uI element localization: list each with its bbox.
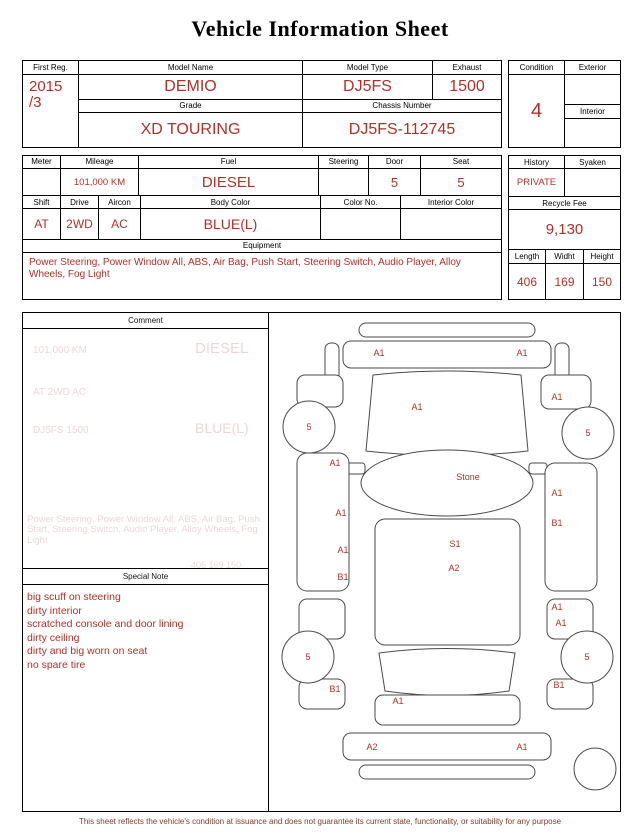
model-name-label: Model Name bbox=[79, 61, 303, 74]
interior-color-label: Interior Color bbox=[427, 197, 475, 207]
steering-label: Steering bbox=[319, 156, 369, 168]
special-note-line: big scuff on steering bbox=[27, 591, 121, 603]
grade-label: Grade bbox=[79, 100, 303, 112]
car-outline-drawing bbox=[269, 313, 622, 811]
right-front-fender bbox=[541, 375, 591, 409]
special-note-line: dirty and big worn on seat bbox=[27, 645, 148, 657]
seat-label: Seat bbox=[452, 157, 470, 167]
damage-marker: A1 bbox=[335, 508, 347, 518]
aircon-value: AC bbox=[99, 209, 141, 239]
history-label: History bbox=[509, 156, 565, 168]
special-note-label: Special Note bbox=[23, 569, 268, 585]
page-title: Vehicle Information Sheet bbox=[191, 16, 449, 41]
rear-window bbox=[379, 649, 515, 696]
condition-value: 4 bbox=[530, 99, 543, 122]
exterior-value bbox=[565, 75, 620, 105]
recycle-fee-value: 9,130 bbox=[545, 221, 584, 238]
steering-value bbox=[319, 169, 369, 196]
comment-pane bbox=[23, 313, 269, 811]
aircon-label: Aircon bbox=[99, 196, 141, 208]
shift-value: AT bbox=[23, 209, 61, 239]
special-note-body bbox=[23, 585, 268, 811]
windshield bbox=[361, 450, 533, 516]
damage-marker: A1 bbox=[337, 545, 349, 555]
damage-marker: A2 bbox=[366, 742, 378, 752]
damage-marker: 5 bbox=[584, 652, 590, 662]
damage-marker: A1 bbox=[329, 458, 341, 468]
condition-label: Condition bbox=[509, 61, 564, 75]
meter-label: Meter bbox=[23, 156, 61, 168]
damage-marker: Stone bbox=[456, 472, 480, 482]
damage-marker: B1 bbox=[551, 518, 563, 528]
damage-marker: 5 bbox=[305, 652, 311, 662]
comment-label: Comment bbox=[23, 313, 268, 329]
special-note-line: dirty interior bbox=[27, 604, 82, 617]
ghost-text: DJ5FS 1500 bbox=[33, 425, 89, 436]
mileage-label: Mileage bbox=[61, 156, 139, 168]
ghost-text: Power Steering, Power Window All, ABS, Air Bag, Push Start, Steering Switch, Audio Player, Alloy Wheels, Fog Light bbox=[27, 514, 260, 546]
equipment-value: Power Steering, Power Window All, ABS, Air Bag, Push Start, Steering Switch, Audio Player, Alloy Wheels, Fog Light bbox=[29, 256, 461, 280]
color-no-label: Color No. bbox=[321, 196, 401, 208]
damage-marker: A1 bbox=[516, 742, 528, 752]
recycle-fee-label: Recycle Fee bbox=[542, 198, 587, 208]
body-color-value: BLUE(L) bbox=[141, 209, 321, 239]
body-color-label: Body Color bbox=[141, 196, 321, 208]
detail-box bbox=[22, 312, 621, 812]
exhaust-value: 1500 bbox=[449, 77, 485, 95]
comment-body bbox=[23, 329, 268, 569]
model-type-label: Model Type bbox=[303, 61, 433, 74]
special-note-line: no spare tire bbox=[27, 658, 86, 671]
length-value: 406 bbox=[509, 264, 546, 299]
front-top-strip bbox=[359, 323, 535, 337]
damage-marker: 5 bbox=[585, 428, 591, 438]
damage-marker: A1 bbox=[551, 488, 563, 498]
damage-marker: A2 bbox=[448, 563, 460, 573]
syaken-value bbox=[565, 169, 620, 196]
history-table bbox=[508, 155, 621, 300]
chassis-number-value: DJ5FS-112745 bbox=[348, 120, 456, 138]
rear-bottom-strip bbox=[359, 765, 535, 779]
fuel-value: DIESEL bbox=[139, 169, 319, 196]
door-value: 5 bbox=[369, 169, 421, 196]
right-mirror bbox=[529, 463, 547, 474]
syaken-label: Syaken bbox=[579, 157, 606, 167]
height-value: 150 bbox=[591, 274, 613, 289]
ghost-text: DIESEL bbox=[195, 340, 249, 357]
damage-marker: 5 bbox=[306, 422, 312, 432]
interior-color-value bbox=[401, 209, 501, 239]
left-door-panel bbox=[297, 453, 349, 591]
ghost-text: 406 169 150 bbox=[191, 560, 242, 570]
ghost-text: AT 2WD AC bbox=[33, 387, 86, 398]
fuel-label: Fuel bbox=[139, 156, 319, 168]
width-value: 169 bbox=[546, 264, 584, 299]
interior-value bbox=[565, 119, 620, 147]
damage-marker: A1 bbox=[551, 392, 563, 402]
drive-value: 2WD bbox=[61, 209, 99, 239]
condition-table bbox=[508, 60, 621, 148]
roof bbox=[375, 519, 520, 645]
special-note-line: scratched console and door lining bbox=[27, 618, 184, 630]
color-no-value bbox=[321, 209, 401, 239]
height-label: Height bbox=[590, 252, 614, 261]
exhaust-label: Exhaust bbox=[452, 62, 482, 72]
meter-value bbox=[23, 169, 61, 196]
drive-label: Drive bbox=[61, 196, 99, 208]
disclaimer-text: This sheet reflects the vehicle's condition at issuance and does not guarantee its current state, functionality, or suitability for any purpose bbox=[78, 817, 562, 826]
left-mirror bbox=[347, 463, 365, 474]
chassis-number-label: Chassis Number bbox=[372, 101, 432, 111]
exterior-label: Exterior bbox=[565, 61, 620, 75]
damage-marker: A1 bbox=[392, 696, 404, 706]
interior-label: Interior bbox=[565, 105, 620, 119]
ghost-text: 101,000 KM bbox=[33, 345, 87, 356]
equipment-label: Equipment bbox=[242, 241, 282, 251]
specs-table bbox=[22, 155, 502, 300]
history-value: PRIVATE bbox=[509, 169, 565, 196]
damage-marker: B1 bbox=[329, 684, 341, 694]
width-label: Widht bbox=[546, 250, 584, 263]
shift-label: Shift bbox=[23, 196, 61, 208]
identity-table bbox=[22, 60, 502, 148]
damage-marker: B1 bbox=[337, 572, 349, 582]
grade-value: XD TOURING bbox=[79, 113, 303, 147]
length-label: Length bbox=[509, 250, 546, 263]
hood bbox=[366, 371, 528, 456]
first-reg-value: 2015 /3 bbox=[29, 78, 63, 111]
door-label: Door bbox=[369, 156, 421, 168]
seat-value: 5 bbox=[457, 174, 465, 190]
first-reg-label: First Reg. bbox=[23, 61, 78, 75]
damage-marker: B1 bbox=[553, 680, 565, 690]
damage-diagram bbox=[269, 313, 620, 811]
damage-marker: A1 bbox=[555, 618, 567, 628]
ghost-text: BLUE(L) bbox=[195, 420, 249, 436]
model-name-value: DEMIO bbox=[79, 75, 303, 99]
damage-marker: A1 bbox=[373, 348, 385, 358]
damage-marker: S1 bbox=[449, 539, 461, 549]
damage-marker: A1 bbox=[411, 402, 423, 412]
damage-marker: A1 bbox=[516, 348, 528, 358]
special-note-line: dirty ceiling bbox=[27, 631, 80, 644]
mileage-value: 101,000 KM bbox=[61, 169, 139, 196]
model-type-value: DJ5FS bbox=[303, 75, 433, 99]
damage-marker: A1 bbox=[551, 602, 563, 612]
spare-tire-circle bbox=[574, 748, 616, 790]
